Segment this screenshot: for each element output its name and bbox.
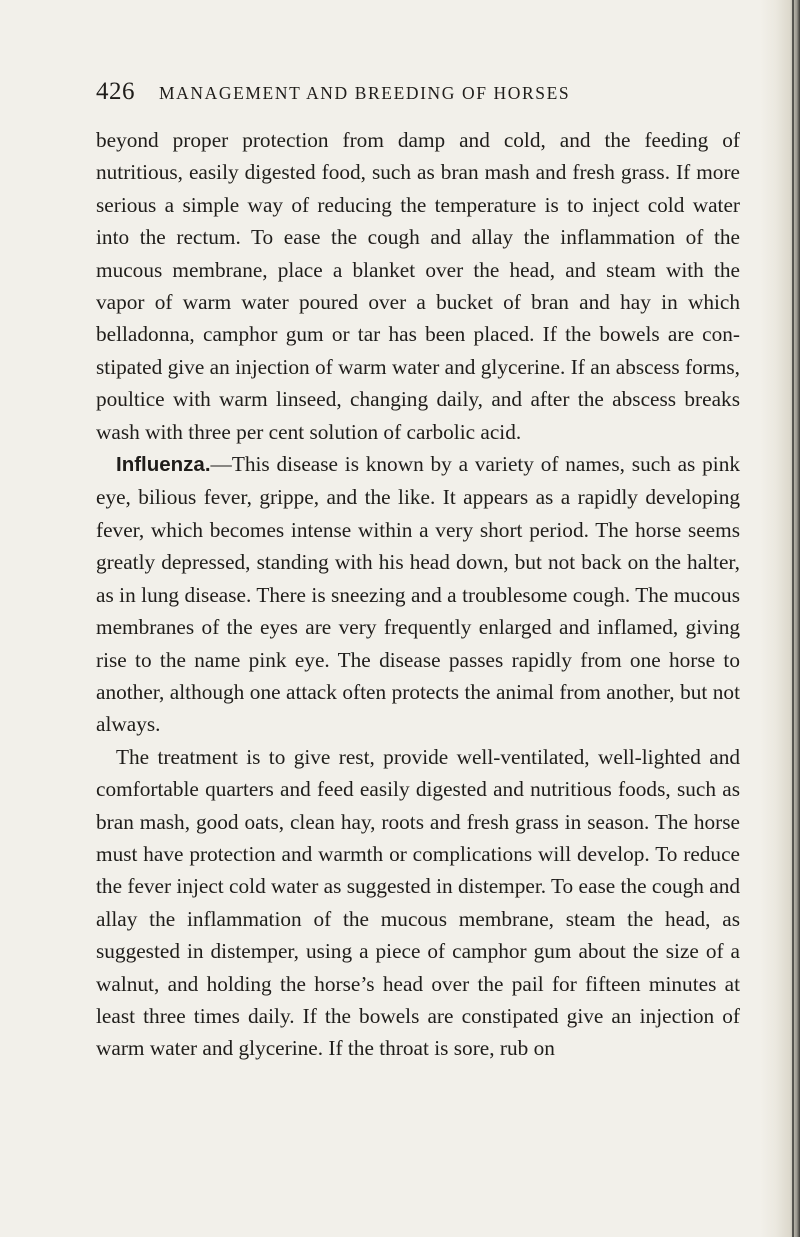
paragraph-continued (96, 124, 740, 448)
paragraph-text: beyond proper protection from damp and cold, and the feeding of nutritious, easily digested food, such as bran mash and fresh grass. If more serious a simple way of reducing the temperature is to inject cold water into the rectum. To ease the cough and allay the inflammation of the mucous membrane, place a blanket over the head, and steam with the vapor of warm water poured over a bucket of bran and hay in which belladonna, camphor gum or tar has been placed. If the bowels are constipated give an injection of warm water and glycerine. If an abscess forms, poultice with warm linseed, changing daily, and after the abscess breaks wash with three per cent solution of carbolic acid. (96, 128, 740, 444)
running-title: MANAGEMENT AND BREEDING OF HORSES (159, 83, 571, 103)
paragraph-influenza (96, 448, 740, 741)
section-heading-influenza: Influenza. (116, 453, 211, 477)
paragraph-treatment (96, 741, 740, 1065)
binding-edge-line (792, 0, 794, 1237)
paragraph-text: —This disease is known by a variety of names, such as pink eye, bilious fever, grippe, and the like. It appears as a rapidly developing fever, which becomes intense within a very short period. The horse seems greatly depressed, standing with his head down, but not back on the halter, as in lung disease. There is sneezing and a troublesome cough. The mucous membranes of the eyes are very frequently enlarged and inflamed, giving rise to the name pink eye. The disease passes rapidly from one horse to another, although one attack often protects the animal from another, but not always. (96, 452, 740, 737)
page-number: 426 (96, 78, 135, 105)
page-edge-shadow (760, 0, 800, 1237)
body-text (96, 124, 740, 1065)
running-head (96, 78, 746, 106)
paragraph-text: The treatment is to give rest, provide well-ventilated, well-lighted and comfortable quarters and feed easily digested and nutritious foods, such as bran mash, good oats, clean hay, roots and fresh grass in season. The horse must have protection and warmth or complications will develop. To reduce the fever inject cold water as suggested in distemper. To ease the cough and allay the inflammation of the mucous membrane, steam the head, as suggested in distemper, using a piece of camphor gum about the size of a walnut, and holding the horse’s head over the pail for fifteen minutes at least three times daily. If the bowels are constipated give an injection of warm water and glycerine. If the throat is sore, rub on (96, 744, 740, 1061)
